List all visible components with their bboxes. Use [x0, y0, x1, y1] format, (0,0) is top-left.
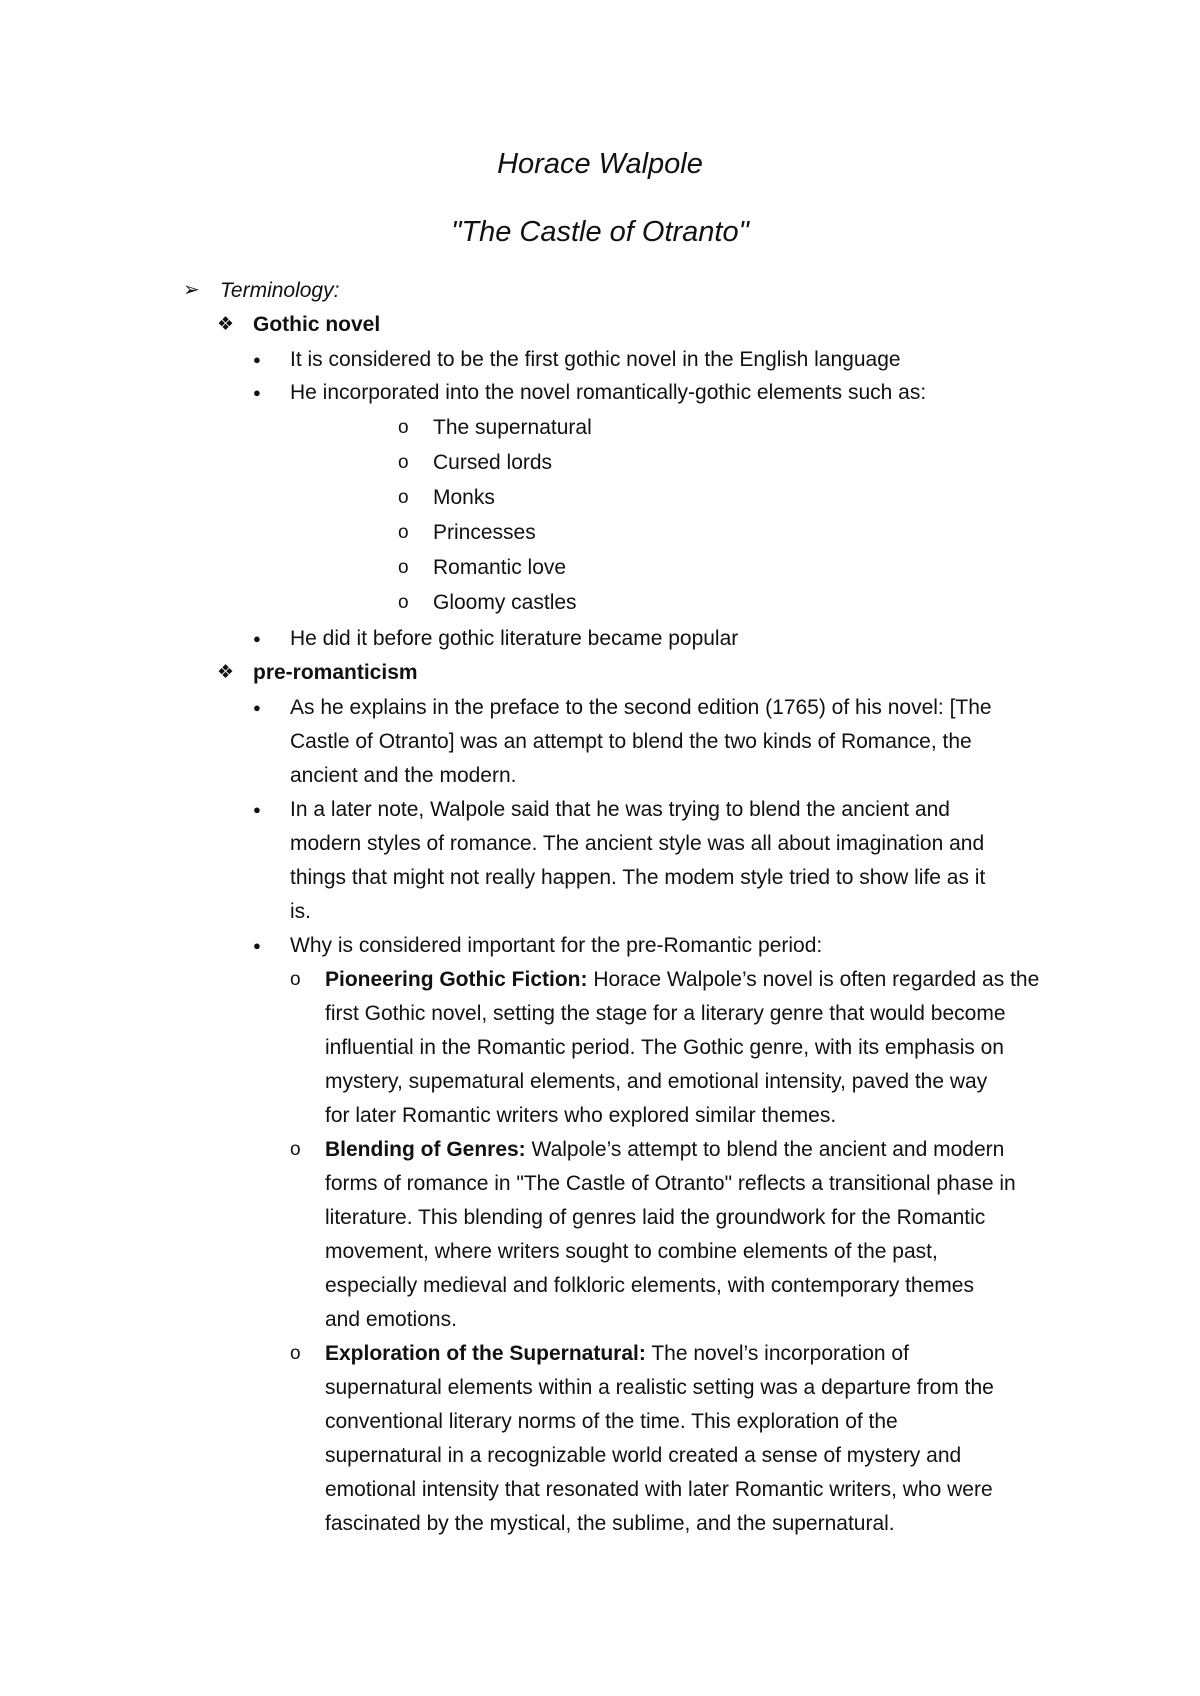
list-item-line: ancient and the modern. [290, 764, 517, 787]
point-first-line [325, 1337, 909, 1370]
diamond-bullet-icon: ❖ [217, 662, 235, 683]
list-item: He did it before gothic literature became popular [290, 627, 739, 650]
point-line: especially medieval and folkloric elements, with contemporary themes [325, 1274, 974, 1297]
circle-bullet-icon: o [290, 1343, 301, 1364]
sub-list-item: Princesses [433, 521, 536, 544]
list-item: Why is considered important for the pre-Romantic period: [290, 934, 823, 957]
bullet-icon: ● [253, 802, 261, 817]
bullet-icon: ● [253, 352, 261, 367]
list-item-line: In a later note, Walpole said that he was trying to blend the ancient and [290, 798, 950, 821]
point-line: and emotions. [325, 1308, 457, 1331]
circle-bullet-icon: o [398, 452, 409, 473]
document-title: Horace Walpole [497, 148, 703, 180]
list-item-line: things that might not really happen. The modem style tried to show life as it [290, 866, 986, 889]
arrow-bullet-icon: ➢ [183, 279, 200, 301]
document-subtitle: "The Castle of Otranto" [451, 216, 749, 248]
point-line: forms of romance in "The Castle of Otranto" reflects a transitional phase in [325, 1172, 1016, 1195]
section-heading-gothic-novel: Gothic novel [253, 313, 381, 336]
point-text: Horace Walpole’s novel is often regarded as the [587, 968, 1040, 991]
circle-bullet-icon: o [398, 487, 409, 508]
section-heading-pre-romanticism: pre-romanticism [253, 661, 418, 684]
bullet-icon: ● [253, 631, 261, 646]
point-term: Exploration of the Supernatural: [325, 1342, 646, 1365]
point-text: The novel’s incorporation of [645, 1342, 909, 1365]
circle-bullet-icon: o [398, 592, 409, 613]
point-line: emotional intensity that resonated with later Romantic writers, who were [325, 1478, 993, 1501]
point-line: mystery, supematural elements, and emotional intensity, paved the way [325, 1070, 988, 1093]
bullet-icon: ● [253, 938, 261, 953]
point-term: Pioneering Gothic Fiction: [325, 968, 588, 991]
point-line: influential in the Romantic period. The Gothic genre, with its emphasis on [325, 1036, 1004, 1059]
circle-bullet-icon: o [398, 522, 409, 543]
point-line: supernatural in a recognizable world created a sense of mystery and [325, 1444, 962, 1467]
sub-list-item: Monks [433, 486, 495, 509]
point-line: fascinated by the mystical, the sublime, and the supernatural. [325, 1512, 895, 1535]
point-first-line [325, 963, 1039, 996]
point-line: conventional literary norms of the time. This exploration of the [325, 1410, 898, 1433]
diamond-bullet-icon: ❖ [217, 314, 235, 335]
circle-bullet-icon: o [290, 1139, 301, 1160]
list-item-line: Castle of Otranto] was an attempt to blend the two kinds of Romance, the [290, 730, 972, 753]
terminology-label: Terminology: [220, 279, 340, 302]
list-item-line: As he explains in the preface to the second edition (1765) of his novel: [The [290, 696, 992, 719]
point-first-line [325, 1133, 1004, 1166]
sub-list-item: Cursed lords [433, 451, 553, 474]
circle-bullet-icon: o [290, 969, 301, 990]
point-line: literature. This blending of genres laid the groundwork for the Romantic [325, 1206, 986, 1229]
list-item-line: modern styles of romance. The ancient style was all about imagination and [290, 832, 985, 855]
point-line: first Gothic novel, setting the stage for a literary genre that would become [325, 1002, 1006, 1025]
sub-list-item: Romantic love [433, 556, 567, 579]
bullet-icon: ● [253, 385, 261, 400]
point-line: for later Romantic writers who explored similar themes. [325, 1104, 837, 1127]
point-line: supernatural elements within a realistic setting was a departure from the [325, 1376, 994, 1399]
point-term: Blending of Genres: [325, 1138, 526, 1161]
list-item: He incorporated into the novel romantically-gothic elements such as: [290, 381, 927, 404]
circle-bullet-icon: o [398, 417, 409, 438]
list-item: It is considered to be the first gothic novel in the English language [290, 348, 901, 371]
list-item-line: is. [290, 900, 311, 923]
sub-list-item: The supernatural [433, 416, 592, 439]
sub-list-item: Gloomy castles [433, 591, 577, 614]
point-line: movement, where writers sought to combine elements of the past, [325, 1240, 938, 1263]
point-text: Walpole’s attempt to blend the ancient and modern [525, 1138, 1005, 1161]
circle-bullet-icon: o [398, 557, 409, 578]
bullet-icon: ● [253, 700, 261, 715]
